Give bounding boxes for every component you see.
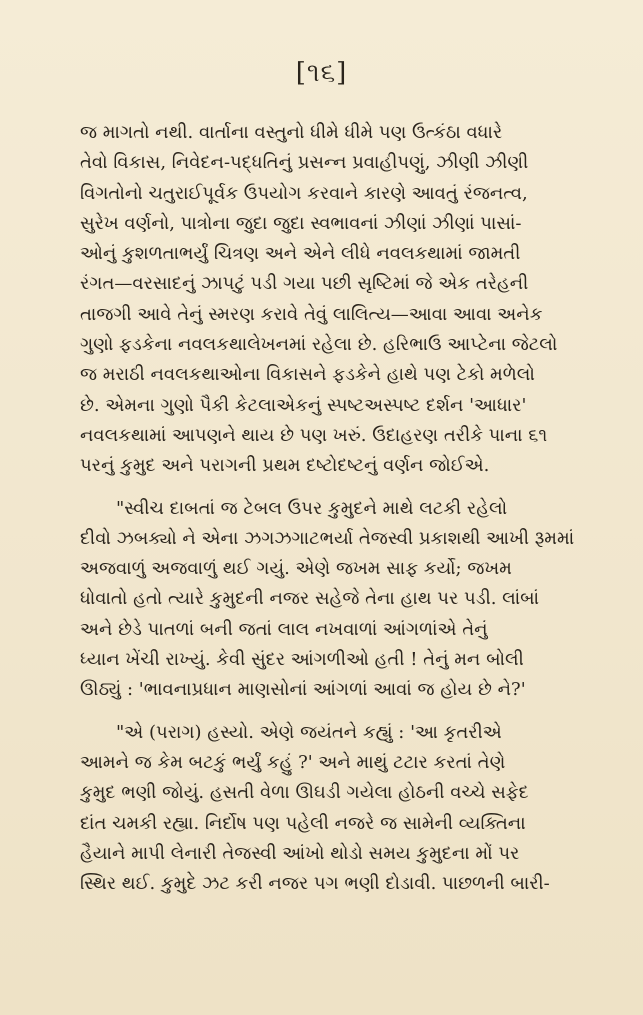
text-line: કુમુદ ભણી જોયું. હસતી વેળા ઊઘડી ગયેલા હોઠની વચ્ચે સફેદ bbox=[80, 782, 529, 804]
text-line: સ્થિર થઈ. કુમુદે ઝટ કરી નજર પગ ભણી દોડાવી. પાછળની બારી- bbox=[80, 873, 550, 895]
paragraph-spacer bbox=[80, 482, 610, 494]
text-line: "સ્વીચ દાબતાં જ ટેબલ ઉપર કુમુદને માથે લટકી રહેલો bbox=[116, 497, 508, 519]
text-line: જ માગતો નથી. વાર્તાના વસ્તુનો ધીમે ધીમે પણ ઉત્કંઠા વધારે bbox=[80, 122, 503, 143]
text-line: છે. એમના ગુણો પૈકી કેટલાએકનું સ્પષ્ટઅસ્પષ્ટ દર્શન 'આધાર' bbox=[80, 394, 527, 416]
paragraph-3 bbox=[80, 718, 610, 900]
text-line: ધ્યાન ખેંચી રાખ્યું. કેવી સુંદર આંગળીઓ હતી ! તેનું મન બોલી bbox=[80, 649, 524, 671]
text-line: રંગત—વરસાદનું ઝાપટું પડી ગયા પછી સૃષ્ટિમાં જે એક તરેહની bbox=[80, 273, 529, 295]
text-line: દીવો ઝબક્યો ને એના ઝગઝગાટભર્યા તેજસ્વી પ્રકાશથી આખી રૂમમાં bbox=[80, 527, 575, 549]
text-line: વિગતોનો ચતુરાઈપૂર્વક ઉપયોગ કરવાને કારણે આવતું રંજનત્વ, bbox=[80, 182, 528, 204]
text-line: ઊઠ્યું : 'ભાવનાપ્રધાન માણસોનાં આંગળાં આવાં જ હોય છે ને?' bbox=[80, 679, 526, 701]
text-line: જ મરાઠી નવલકથાઓના વિકાસને ફડકેને હાથે પણ ટેકો મળેલો bbox=[80, 364, 535, 386]
text-line: નવલકથામાં આપણને થાય છે પણ ખરું. ઉદાહરણ તરીકે પાના ૬૧ bbox=[80, 424, 548, 446]
text-line: દાંત ચમકી રહ્યા. નિર્દોષ પણ પહેલી નજરે જ સામેની વ્યક્તિના bbox=[80, 812, 526, 834]
body-text bbox=[80, 118, 610, 899]
text-line: ધોવાતો હતો ત્યારે કુમુદની નજર સહેજે તેના હાથ પર પડી. લાંબાં bbox=[80, 588, 540, 610]
paragraph-1 bbox=[80, 118, 610, 482]
paragraph-2 bbox=[80, 494, 610, 706]
text-line: તાજગી આવે તેનું સ્મરણ કરાવે તેવું લાલિત્ય—આવા આવા અનેક bbox=[80, 303, 543, 325]
text-line: ગુણો ફડકેના નવલકથાલેખનમાં રહેલા છે. હરિભાઉ આપ્ટેના જેટલો bbox=[80, 334, 558, 356]
text-line: પરનું કુમુદ અને પરાગની પ્રથમ દષ્ટોદષ્ટનું વર્ણન જોઈએ. bbox=[80, 455, 490, 477]
text-line: હૈયાને માપી લેનારી તેજસ્વી આંખો થોડો સમય કુમુદના મોં પર bbox=[80, 842, 520, 864]
text-line: ઓનું કુશળતાભર્યું ચિત્રણ અને એને લીધે નવલકથામાં જામતી bbox=[80, 243, 521, 265]
paragraph-spacer bbox=[80, 706, 610, 718]
text-line: આમને જ કેમ બટકું ભર્યું કહું ?' અને માથું ટટાર કરતાં તેણે bbox=[80, 751, 506, 773]
text-line: સુરેખ વર્ણનો, પાત્રોના જુદા જુદા સ્વભાવનાં ઝીણાં ઝીણાં પાસાં- bbox=[80, 212, 522, 234]
text-line: અને છેડે પાતળાં બની જતાં લાલ નખવાળાં આંગળાંએ તેનું bbox=[80, 618, 488, 640]
text-line: અજવાળું અજવાળું થઈ ગયું. એણે જખમ સાફ કર્યો; જખમ bbox=[80, 558, 512, 580]
text-line: "એ (પરાગ) હસ્યો. એણે જયંતને કહ્યું : 'આ કૃતરીએ bbox=[116, 721, 502, 743]
text-line: તેવો વિકાસ, નિવેદન-પદ્ધતિનું પ્રસન્ન પ્રવાહીપણું, ઝીણી ઝીણી bbox=[80, 152, 529, 174]
page-number: [૧૬] bbox=[295, 58, 348, 88]
